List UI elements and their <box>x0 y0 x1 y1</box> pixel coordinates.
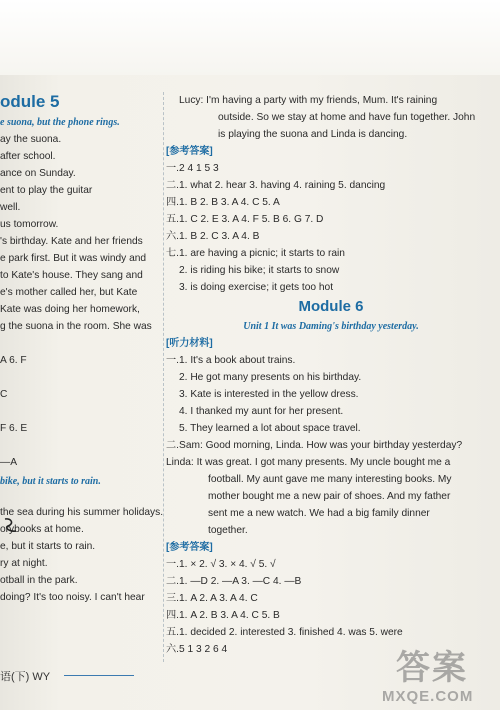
left-line: after school. <box>0 151 56 162</box>
left-lines <box>0 131 160 471</box>
left-line: otball in the park. <box>0 575 78 586</box>
left-line <box>0 437 160 454</box>
answer-line: 一.1. × 2. √ 3. × 4. √ 5. √ <box>166 559 276 570</box>
left-line: the sea during his summer holidays. <box>0 507 164 518</box>
intro-line: Lucy: I'm having a party with my friends, Mum. It's raining <box>179 95 438 106</box>
dialog-line: football. My aunt gave me many interesting books. My <box>208 474 452 485</box>
answer-line: 二.1. —D 2. —A 3. —C 4. —B <box>166 576 302 587</box>
unit-title-right: Unit 1 It was Daming's birthday yesterday. <box>243 321 419 332</box>
left-line: A 6. F <box>0 355 27 366</box>
dialog-line: together. <box>208 525 248 536</box>
left-line: e, but it starts to rain. <box>0 541 96 552</box>
answer-line: 五.1. decided 2. interested 3. finished 4. was 5. were <box>166 627 403 638</box>
left-line: —A <box>0 457 17 468</box>
page-top-margin <box>0 0 500 75</box>
listening-line: 3. Kate is interested in the yellow dress. <box>179 389 359 400</box>
answer-line: 2. is riding his bike; it starts to snow <box>179 265 340 276</box>
page-footer: 语(下) WY <box>0 671 51 683</box>
answer-heading: [参考答案] <box>166 146 213 157</box>
dialog-line: 二.Sam: Good morning, Linda. How was your birthday yesterday? <box>166 440 463 451</box>
left-line: ay the suona. <box>0 134 62 145</box>
answer-line: 一.2 4 1 5 3 <box>166 163 219 174</box>
dialog-line: sent me a new watch. We had a big family dinner <box>208 508 430 519</box>
listening-line: 5. They learned a lot about space travel. <box>179 423 361 434</box>
watermark-top: 答案 <box>396 648 468 688</box>
left-lines-2 <box>0 504 164 606</box>
listening-line: 一.1. It's a book about trains. <box>166 355 296 366</box>
left-line: C <box>0 389 8 400</box>
answer-line: 3. is doing exercise; it gets too hot <box>179 282 334 293</box>
answer-line: 六.1. B 2. C 3. A 4. B <box>166 231 260 242</box>
left-line <box>0 369 160 386</box>
module-6-title: Module 6 <box>298 298 364 315</box>
spacer <box>0 490 160 504</box>
left-line: F 6. E <box>0 423 28 434</box>
left-column <box>0 92 164 606</box>
answer-line: 七.1. are having a picnic; it starts to rain <box>166 248 345 259</box>
answer-line: 五.1. C 2. E 3. A 4. F 5. B 6. G 7. D <box>166 214 324 225</box>
left-line <box>0 335 160 352</box>
listening-line: 2. He got many presents on his birthday. <box>179 372 362 383</box>
left-line: well. <box>0 202 21 213</box>
answer-line: 四.1. A 2. B 3. A 4. C 5. B <box>166 610 280 621</box>
left-line: e's mother called her, but Kate <box>0 287 138 298</box>
answer-line: 六.5 1 3 2 6 4 <box>166 644 228 655</box>
left-line: doing? It's too noisy. I can't hear <box>0 592 145 603</box>
left-line: to Kate's house. They sang and <box>0 270 143 281</box>
left-line: e park first. But it was windy and <box>0 253 147 264</box>
intro-line: is playing the suona and Linda is dancing. <box>218 129 408 140</box>
footer-rule <box>64 675 134 676</box>
column-divider <box>163 92 164 662</box>
left-line: orybooks at home. <box>0 524 84 535</box>
answer-heading-2: [参考答案] <box>166 542 213 553</box>
left-line: Kate was doing her homework, <box>0 304 140 315</box>
dialog-line: Linda: It was great. I got many presents. My uncle bought me a <box>166 457 451 468</box>
answer-line: 三.1. A 2. A 3. A 4. C <box>166 593 258 604</box>
left-line: ance on Sunday. <box>0 168 76 179</box>
left-line: us tomorrow. <box>0 219 59 230</box>
left-line <box>0 403 160 420</box>
handwritten-mark-icon <box>2 516 22 536</box>
listening-line: 4. I thanked my aunt for her present. <box>179 406 344 417</box>
intro-line: outside. So we stay at home and have fun together. John <box>218 112 476 123</box>
left-line: ent to play the guitar <box>0 185 93 196</box>
listening-heading: [听力材料] <box>166 338 213 349</box>
right-column <box>166 92 496 658</box>
unit-title-left: e suona, but the phone rings. <box>0 117 120 128</box>
dialog-line: mother bought me a new pair of shoes. And my father <box>208 491 451 502</box>
answer-line: 二.1. what 2. hear 3. having 4. raining 5. dancing <box>166 180 386 191</box>
left-line: ry at night. <box>0 558 48 569</box>
unit-title-left-2: bike, but it starts to rain. <box>0 476 101 487</box>
answer-line: 四.1. B 2. B 3. A 4. C 5. A <box>166 197 280 208</box>
left-line: g the suona in the room. She was <box>0 321 152 332</box>
watermark-bottom: MXQE.COM <box>382 688 474 705</box>
site-watermark <box>382 640 496 708</box>
module-5-title: odule 5 <box>0 92 60 111</box>
left-line: 's birthday. Kate and her friends <box>0 236 143 247</box>
